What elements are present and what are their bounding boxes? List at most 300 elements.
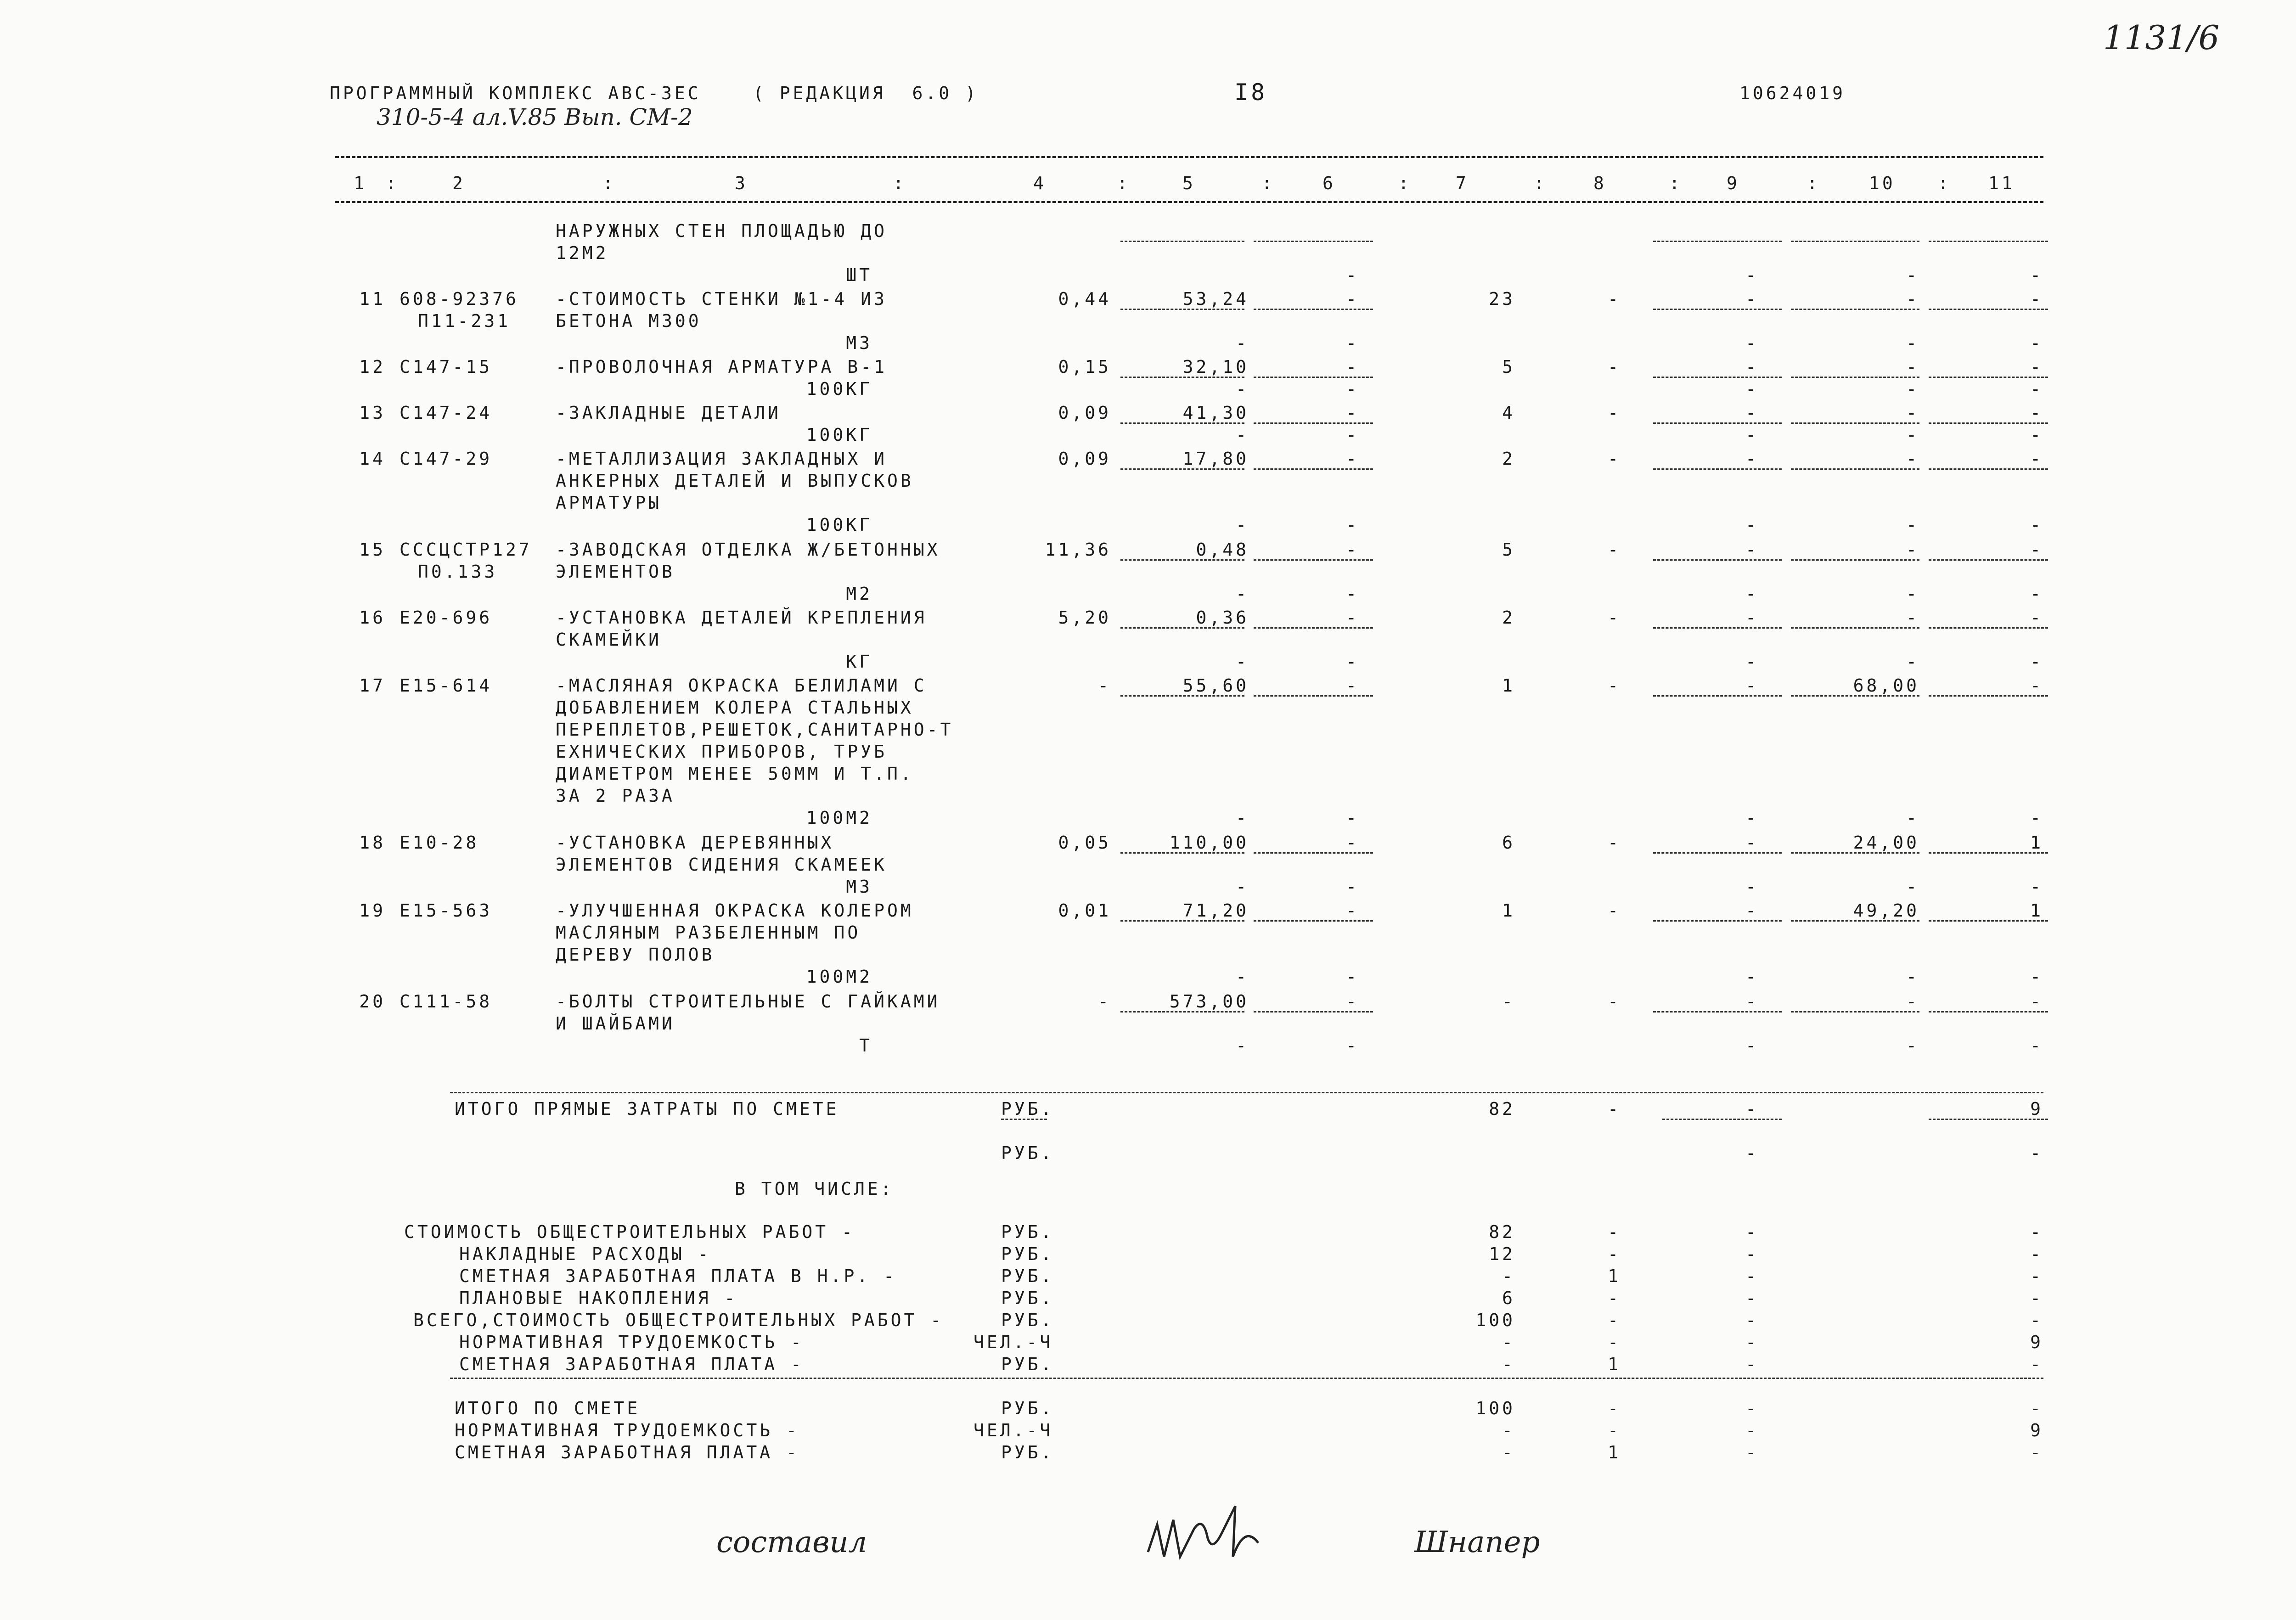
final-c11: - bbox=[2030, 1442, 2043, 1462]
value-underline bbox=[1791, 695, 1919, 697]
value-underline bbox=[1120, 1011, 1244, 1012]
value-c8: - bbox=[1608, 449, 1621, 469]
value-c5: 55,60 bbox=[1182, 675, 1249, 696]
edition-label: ( РЕДАКЦИЯ 6.0 ) bbox=[753, 83, 979, 103]
value-underline bbox=[1929, 920, 2048, 922]
value-c8: - bbox=[1608, 900, 1621, 921]
value-underline bbox=[1120, 695, 1244, 697]
value-underline bbox=[1653, 920, 1782, 922]
corner-mark: 1131/6 bbox=[2103, 18, 2220, 57]
item-unit: КГ bbox=[846, 652, 872, 672]
breakdown-c7: - bbox=[1502, 1354, 1515, 1374]
value-underline bbox=[1929, 627, 2048, 629]
item-code: СССЦСТР127 bbox=[400, 540, 532, 560]
breakdown-c7: 100 bbox=[1475, 1310, 1515, 1330]
value-c8: - bbox=[1608, 991, 1621, 1012]
value-c9b: - bbox=[1745, 808, 1759, 828]
item-description: ЕХНИЧЕСКИХ ПРИБОРОВ, ТРУБ bbox=[556, 742, 887, 762]
item-unit: ШТ bbox=[846, 265, 872, 285]
column-separator: : bbox=[602, 173, 616, 193]
breakdown-c7: - bbox=[1502, 1266, 1515, 1286]
value-c5: 41,30 bbox=[1182, 403, 1249, 423]
final-c7: - bbox=[1502, 1442, 1515, 1462]
item-unit: 100М2 bbox=[806, 967, 872, 987]
value-c7: 2 bbox=[1502, 449, 1515, 469]
value-underline bbox=[1653, 468, 1782, 470]
final-c8: 1 bbox=[1608, 1442, 1621, 1462]
value-c5: 110,00 bbox=[1169, 832, 1249, 853]
value-c11b: - bbox=[2030, 967, 2043, 987]
value-c7: - bbox=[1502, 991, 1515, 1012]
compiled-by-label: составил bbox=[716, 1525, 867, 1559]
final-label: ИТОГО ПО СМЕТЕ bbox=[455, 1398, 641, 1418]
value-c10: 49,20 bbox=[1853, 900, 1919, 921]
value-c5: 0,48 bbox=[1196, 540, 1249, 560]
value-c9b: - bbox=[1745, 425, 1759, 445]
column-number: 5 bbox=[1182, 173, 1196, 193]
value-c6: - bbox=[1346, 289, 1359, 309]
value-c11b: - bbox=[2030, 877, 2043, 897]
value-underline bbox=[1929, 695, 2048, 697]
program-title: ПРОГРАММНЫЙ КОМПЛЕКС АВС-3ЕС bbox=[330, 83, 701, 103]
totals-rule bbox=[450, 1092, 2043, 1093]
value-underline bbox=[1653, 695, 1782, 697]
item-code: Е10-28 bbox=[400, 832, 479, 853]
item-description: ЭЛЕМЕНТОВ bbox=[556, 562, 675, 582]
breakdown-label: СТОИМОСТЬ ОБЩЕСТРОИТЕЛЬНЫХ РАБОТ - bbox=[404, 1222, 855, 1242]
item-number: 12 bbox=[359, 357, 386, 377]
item-description: 12М2 bbox=[556, 243, 609, 263]
value-c9b: - bbox=[1745, 877, 1759, 897]
value-c11: - bbox=[2030, 608, 2043, 628]
value-c6: - bbox=[1346, 540, 1359, 560]
value-c6b: - bbox=[1346, 265, 1359, 285]
breakdown-c8: 1 bbox=[1608, 1354, 1621, 1374]
final-c7: - bbox=[1502, 1420, 1515, 1440]
item-description: ЭЛЕМЕНТОВ СИДЕНИЯ СКАМЕЕК bbox=[556, 855, 887, 875]
item-unit: Т bbox=[859, 1035, 872, 1056]
value-c5b: - bbox=[1236, 967, 1249, 987]
item-description: НАРУЖНЫХ СТЕН ПЛОЩАДЬЮ ДО bbox=[556, 221, 887, 241]
value-c7: 5 bbox=[1502, 357, 1515, 377]
value-underline bbox=[1929, 241, 2048, 242]
item-code: Е20-696 bbox=[400, 608, 493, 628]
value-c6b: - bbox=[1346, 379, 1359, 399]
value-underline bbox=[1120, 309, 1244, 310]
value-underline bbox=[1120, 559, 1244, 561]
value-c10b: - bbox=[1906, 425, 1919, 445]
value-c11: - bbox=[2030, 289, 2043, 309]
value-c4: 0,01 bbox=[1058, 900, 1111, 921]
value-underline bbox=[1653, 377, 1782, 378]
item-code: 608-92376 bbox=[400, 289, 519, 309]
column-number: 8 bbox=[1593, 173, 1607, 193]
value-c11b: - bbox=[2030, 333, 2043, 353]
value-underline bbox=[1254, 559, 1373, 561]
value-c11: - bbox=[2030, 991, 2043, 1012]
value-c8: - bbox=[1608, 403, 1621, 423]
value-c10: - bbox=[1906, 540, 1919, 560]
final-c9: - bbox=[1745, 1420, 1759, 1440]
item-unit: 100КГ bbox=[806, 425, 872, 445]
value-c10: - bbox=[1906, 449, 1919, 469]
value-c11: 1 bbox=[2030, 832, 2043, 853]
breakdown-c7: 82 bbox=[1489, 1222, 1515, 1242]
item-description: АРМАТУРЫ bbox=[556, 493, 662, 513]
value-underline bbox=[1120, 241, 1244, 242]
value-c6: - bbox=[1346, 832, 1359, 853]
total-underline bbox=[1929, 1119, 2048, 1120]
item-code-secondary: П11-231 bbox=[418, 311, 511, 331]
value-c11: - bbox=[2030, 675, 2043, 696]
breakdown-c9: - bbox=[1745, 1244, 1759, 1264]
value-c11b: - bbox=[2030, 808, 2043, 828]
value-c10: - bbox=[1906, 608, 1919, 628]
value-c10: - bbox=[1906, 289, 1919, 309]
value-underline bbox=[1791, 852, 1919, 854]
value-underline bbox=[1929, 468, 2048, 470]
value-c10: - bbox=[1906, 403, 1919, 423]
item-code: С111-58 bbox=[400, 991, 493, 1012]
value-c6: - bbox=[1346, 357, 1359, 377]
item-unit: 100КГ bbox=[806, 379, 872, 399]
value-underline bbox=[1120, 852, 1244, 854]
value-c4: 0,15 bbox=[1058, 357, 1111, 377]
breakdown-c11: - bbox=[2030, 1288, 2043, 1308]
value-c11b: - bbox=[2030, 1035, 2043, 1056]
compiler-name: Шнапер bbox=[1414, 1525, 1540, 1559]
value-c7: 1 bbox=[1502, 900, 1515, 921]
breakdown-unit: РУБ. bbox=[1001, 1310, 1054, 1330]
breakdown-c9: - bbox=[1745, 1222, 1759, 1242]
total-c11: 9 bbox=[2030, 1099, 2043, 1119]
value-c5b: - bbox=[1236, 333, 1249, 353]
final-label: НОРМАТИВНАЯ ТРУДОЕМКОСТЬ - bbox=[455, 1420, 799, 1440]
value-c5: 53,24 bbox=[1182, 289, 1249, 309]
breakdown-c11: - bbox=[2030, 1222, 2043, 1242]
item-number: 20 bbox=[359, 991, 386, 1012]
column-separator: : bbox=[1117, 173, 1131, 193]
value-c11: - bbox=[2030, 403, 2043, 423]
breakdown-c11: - bbox=[2030, 1310, 2043, 1330]
item-description: ЗА 2 РАЗА bbox=[556, 786, 675, 806]
value-c9b: - bbox=[1745, 333, 1759, 353]
handwritten-reference: 310-5-4 ал.V.85 Вып. СМ-2 bbox=[377, 104, 693, 130]
value-c9: - bbox=[1745, 900, 1759, 921]
column-separator: : bbox=[1398, 173, 1412, 193]
item-description: ДЕРЕВУ ПОЛОВ bbox=[556, 945, 715, 965]
breakdown-c7: - bbox=[1502, 1332, 1515, 1352]
item-code: Е15-563 bbox=[400, 900, 493, 921]
breakdown-c11: - bbox=[2030, 1244, 2043, 1264]
breakdown-c11: 9 bbox=[2030, 1332, 2043, 1352]
column-separator: : bbox=[1938, 173, 1951, 193]
item-unit: М3 bbox=[846, 877, 872, 897]
value-c6: - bbox=[1346, 608, 1359, 628]
value-underline bbox=[1120, 468, 1244, 470]
value-c10b: - bbox=[1906, 1035, 1919, 1056]
item-description: ДИАМЕТРОМ МЕНЕЕ 50ММ И Т.П. bbox=[556, 764, 914, 784]
value-c10b: - bbox=[1906, 379, 1919, 399]
column-number: 10 bbox=[1869, 173, 1896, 193]
item-description: ДОБАВЛЕНИЕМ КОЛЕРА СТАЛЬНЫХ bbox=[556, 698, 914, 718]
document-code: 10624019 bbox=[1739, 83, 1846, 103]
value-c8: - bbox=[1608, 540, 1621, 560]
item-code: Е15-614 bbox=[400, 675, 493, 696]
value-c9b: - bbox=[1745, 652, 1759, 672]
final-c7: 100 bbox=[1475, 1398, 1515, 1418]
final-label: СМЕТНАЯ ЗАРАБОТНАЯ ПЛАТА - bbox=[455, 1442, 799, 1462]
breakdown-c9: - bbox=[1745, 1288, 1759, 1308]
final-c8: - bbox=[1608, 1420, 1621, 1440]
value-underline bbox=[1653, 241, 1782, 242]
value-c9b: - bbox=[1745, 265, 1759, 285]
value-c10b: - bbox=[1906, 515, 1919, 535]
value-c10b: - bbox=[1906, 877, 1919, 897]
breakdown-c7: 6 bbox=[1502, 1288, 1515, 1308]
value-c9: - bbox=[1745, 608, 1759, 628]
breakdown-c8: - bbox=[1608, 1244, 1621, 1264]
breakdown-unit: РУБ. bbox=[1001, 1222, 1054, 1242]
value-underline bbox=[1254, 241, 1373, 242]
final-c11: - bbox=[2030, 1398, 2043, 1418]
value-c6b: - bbox=[1346, 584, 1359, 604]
item-number: 15 bbox=[359, 540, 386, 560]
final-c9: - bbox=[1745, 1442, 1759, 1462]
item-number: 11 bbox=[359, 289, 386, 309]
breakdown-unit: ЧЕЛ.-Ч bbox=[974, 1332, 1053, 1352]
value-underline bbox=[1653, 627, 1782, 629]
final-unit: РУБ. bbox=[1001, 1442, 1054, 1462]
breakdown-label: ВСЕГО,СТОИМОСТЬ ОБЩЕСТРОИТЕЛЬНЫХ РАБОТ - bbox=[413, 1310, 944, 1330]
value-c10: - bbox=[1906, 357, 1919, 377]
signature-mark bbox=[1139, 1488, 1286, 1570]
value-underline bbox=[1254, 852, 1373, 854]
value-underline bbox=[1791, 559, 1919, 561]
value-underline bbox=[1791, 920, 1919, 922]
item-code: С147-29 bbox=[400, 449, 493, 469]
value-underline bbox=[1929, 1011, 2048, 1012]
breakdown-c9: - bbox=[1745, 1266, 1759, 1286]
item-description: ПЕРЕПЛЕТОВ,РЕШЕТОК,САНИТАРНО-Т bbox=[556, 720, 954, 740]
value-c6b: - bbox=[1346, 967, 1359, 987]
value-underline bbox=[1929, 422, 2048, 424]
value-underline bbox=[1653, 1011, 1782, 1012]
value-c4: 0,09 bbox=[1058, 403, 1111, 423]
value-c5b: - bbox=[1236, 652, 1249, 672]
value-c5b: - bbox=[1236, 425, 1249, 445]
value-c7: 4 bbox=[1502, 403, 1515, 423]
value-c6b: - bbox=[1346, 1035, 1359, 1056]
value-c10b: - bbox=[1906, 265, 1919, 285]
value-c8: - bbox=[1608, 608, 1621, 628]
value-c5: 0,36 bbox=[1196, 608, 1249, 628]
breakdown-c8: - bbox=[1608, 1222, 1621, 1242]
value-c9b: - bbox=[1745, 584, 1759, 604]
value-underline bbox=[1791, 241, 1919, 242]
final-c11: 9 bbox=[2030, 1420, 2043, 1440]
value-c9: - bbox=[1745, 357, 1759, 377]
item-description: -УЛУЧШЕННАЯ ОКРАСКА КОЛЕРОМ bbox=[556, 900, 914, 921]
value-c4: 0,05 bbox=[1058, 832, 1111, 853]
value-underline bbox=[1254, 627, 1373, 629]
value-underline bbox=[1254, 377, 1373, 378]
unit-underline bbox=[1001, 1119, 1047, 1120]
item-description: БЕТОНА М300 bbox=[556, 311, 702, 331]
item-code: С147-24 bbox=[400, 403, 493, 423]
value-underline bbox=[1120, 920, 1244, 922]
value-underline bbox=[1929, 559, 2048, 561]
value-c11b: - bbox=[2030, 379, 2043, 399]
value-c11: - bbox=[2030, 540, 2043, 560]
column-separator: : bbox=[1534, 173, 1547, 193]
total-unit: РУБ. bbox=[1001, 1143, 1054, 1163]
value-c11: - bbox=[2030, 357, 2043, 377]
value-c6b: - bbox=[1346, 808, 1359, 828]
value-underline bbox=[1791, 309, 1919, 310]
value-underline bbox=[1254, 695, 1373, 697]
value-c7: 23 bbox=[1489, 289, 1515, 309]
value-c6b: - bbox=[1346, 333, 1359, 353]
total-c8: - bbox=[1608, 1099, 1621, 1119]
breakdown-unit: РУБ. bbox=[1001, 1244, 1054, 1264]
total-c9: - bbox=[1745, 1143, 1759, 1163]
item-description: -ПРОВОЛОЧНАЯ АРМАТУРА В-1 bbox=[556, 357, 887, 377]
header-rule-bottom bbox=[335, 201, 2043, 203]
value-c9: - bbox=[1745, 449, 1759, 469]
value-c9: - bbox=[1745, 832, 1759, 853]
value-c7: 2 bbox=[1502, 608, 1515, 628]
item-description: -УСТАНОВКА ДЕРЕВЯННЫХ bbox=[556, 832, 834, 853]
column-separator: : bbox=[386, 173, 399, 193]
final-c8: - bbox=[1608, 1398, 1621, 1418]
value-c4: 11,36 bbox=[1045, 540, 1111, 560]
totals-rule bbox=[450, 1378, 2043, 1379]
value-c6b: - bbox=[1346, 425, 1359, 445]
value-c10b: - bbox=[1906, 584, 1919, 604]
value-c4: - bbox=[1098, 675, 1111, 696]
breakdown-label: СМЕТНАЯ ЗАРАБОТНАЯ ПЛАТА - bbox=[459, 1354, 804, 1374]
value-c8: - bbox=[1608, 289, 1621, 309]
total-underline bbox=[1662, 1119, 1782, 1120]
breakdown-c7: 12 bbox=[1489, 1244, 1515, 1264]
value-c10: 24,00 bbox=[1853, 832, 1919, 853]
value-c4: 0,09 bbox=[1058, 449, 1111, 469]
column-number: 3 bbox=[735, 173, 748, 193]
value-underline bbox=[1653, 309, 1782, 310]
value-underline bbox=[1653, 559, 1782, 561]
column-separator: : bbox=[893, 173, 906, 193]
item-number: 16 bbox=[359, 608, 386, 628]
value-underline bbox=[1791, 422, 1919, 424]
item-number: 19 bbox=[359, 900, 386, 921]
item-description: -МЕТАЛЛИЗАЦИЯ ЗАКЛАДНЫХ И bbox=[556, 449, 887, 469]
value-c11b: - bbox=[2030, 425, 2043, 445]
value-c7: 6 bbox=[1502, 832, 1515, 853]
final-c9: - bbox=[1745, 1398, 1759, 1418]
column-number: 11 bbox=[1988, 173, 2015, 193]
value-c6: - bbox=[1346, 900, 1359, 921]
total-c11: - bbox=[2030, 1143, 2043, 1163]
value-underline bbox=[1254, 468, 1373, 470]
item-unit: 100М2 bbox=[806, 808, 872, 828]
item-description: МАСЛЯНЫМ РАЗБЕЛЕННЫМ ПО bbox=[556, 922, 861, 943]
column-number: 1 bbox=[354, 173, 367, 193]
value-underline bbox=[1929, 852, 2048, 854]
page-number: I8 bbox=[1234, 79, 1268, 106]
item-number: 13 bbox=[359, 403, 386, 423]
item-unit: М2 bbox=[846, 584, 872, 604]
value-underline bbox=[1254, 422, 1373, 424]
value-c7: 5 bbox=[1502, 540, 1515, 560]
value-c10: - bbox=[1906, 991, 1919, 1012]
value-c10b: - bbox=[1906, 333, 1919, 353]
column-number: 2 bbox=[452, 173, 466, 193]
column-number: 9 bbox=[1727, 173, 1740, 193]
value-c4: 0,44 bbox=[1058, 289, 1111, 309]
breakdown-c8: - bbox=[1608, 1332, 1621, 1352]
total-label: ИТОГО ПРЯМЫЕ ЗАТРАТЫ ПО СМЕТЕ bbox=[455, 1099, 839, 1119]
item-description: АНКЕРНЫХ ДЕТАЛЕЙ И ВЫПУСКОВ bbox=[556, 471, 914, 491]
value-c9b: - bbox=[1745, 379, 1759, 399]
value-c9: - bbox=[1745, 289, 1759, 309]
total-c9: - bbox=[1745, 1099, 1759, 1119]
value-underline bbox=[1791, 468, 1919, 470]
value-c5: 17,80 bbox=[1182, 449, 1249, 469]
value-c6: - bbox=[1346, 991, 1359, 1012]
item-unit: М3 bbox=[846, 333, 872, 353]
value-underline bbox=[1653, 422, 1782, 424]
value-c5: 71,20 bbox=[1182, 900, 1249, 921]
value-c4: 5,20 bbox=[1058, 608, 1111, 628]
value-underline bbox=[1791, 627, 1919, 629]
breakdown-unit: РУБ. bbox=[1001, 1266, 1054, 1286]
value-c8: - bbox=[1608, 357, 1621, 377]
item-description: -СТОИМОСТЬ СТЕНКИ №1-4 ИЗ bbox=[556, 289, 887, 309]
value-c6: - bbox=[1346, 403, 1359, 423]
value-underline bbox=[1254, 1011, 1373, 1012]
value-underline bbox=[1791, 377, 1919, 378]
final-unit: ЧЕЛ.-Ч bbox=[974, 1420, 1053, 1440]
value-underline bbox=[1929, 377, 2048, 378]
value-c6b: - bbox=[1346, 515, 1359, 535]
value-c11b: - bbox=[2030, 652, 2043, 672]
value-c11b: - bbox=[2030, 265, 2043, 285]
item-description: СКАМЕЙКИ bbox=[556, 630, 662, 650]
item-description: -ЗАВОДСКАЯ ОТДЕЛКА Ж/БЕТОННЫХ bbox=[556, 540, 940, 560]
value-underline bbox=[1791, 1011, 1919, 1012]
value-c4: - bbox=[1098, 991, 1111, 1012]
breakdown-c8: - bbox=[1608, 1310, 1621, 1330]
value-c6b: - bbox=[1346, 877, 1359, 897]
value-c9: - bbox=[1745, 675, 1759, 696]
breakdown-c8: 1 bbox=[1608, 1266, 1621, 1286]
value-c9: - bbox=[1745, 403, 1759, 423]
value-c8: - bbox=[1608, 675, 1621, 696]
value-c5b: - bbox=[1236, 877, 1249, 897]
value-c9b: - bbox=[1745, 515, 1759, 535]
value-c5: 32,10 bbox=[1182, 357, 1249, 377]
total-c7: 82 bbox=[1489, 1099, 1515, 1119]
value-c9b: - bbox=[1745, 1035, 1759, 1056]
item-description: И ШАЙБАМИ bbox=[556, 1013, 675, 1034]
value-c5b: - bbox=[1236, 584, 1249, 604]
value-underline bbox=[1254, 920, 1373, 922]
value-c11b: - bbox=[2030, 584, 2043, 604]
value-underline bbox=[1929, 309, 2048, 310]
column-separator: : bbox=[1669, 173, 1683, 193]
value-underline bbox=[1653, 852, 1782, 854]
